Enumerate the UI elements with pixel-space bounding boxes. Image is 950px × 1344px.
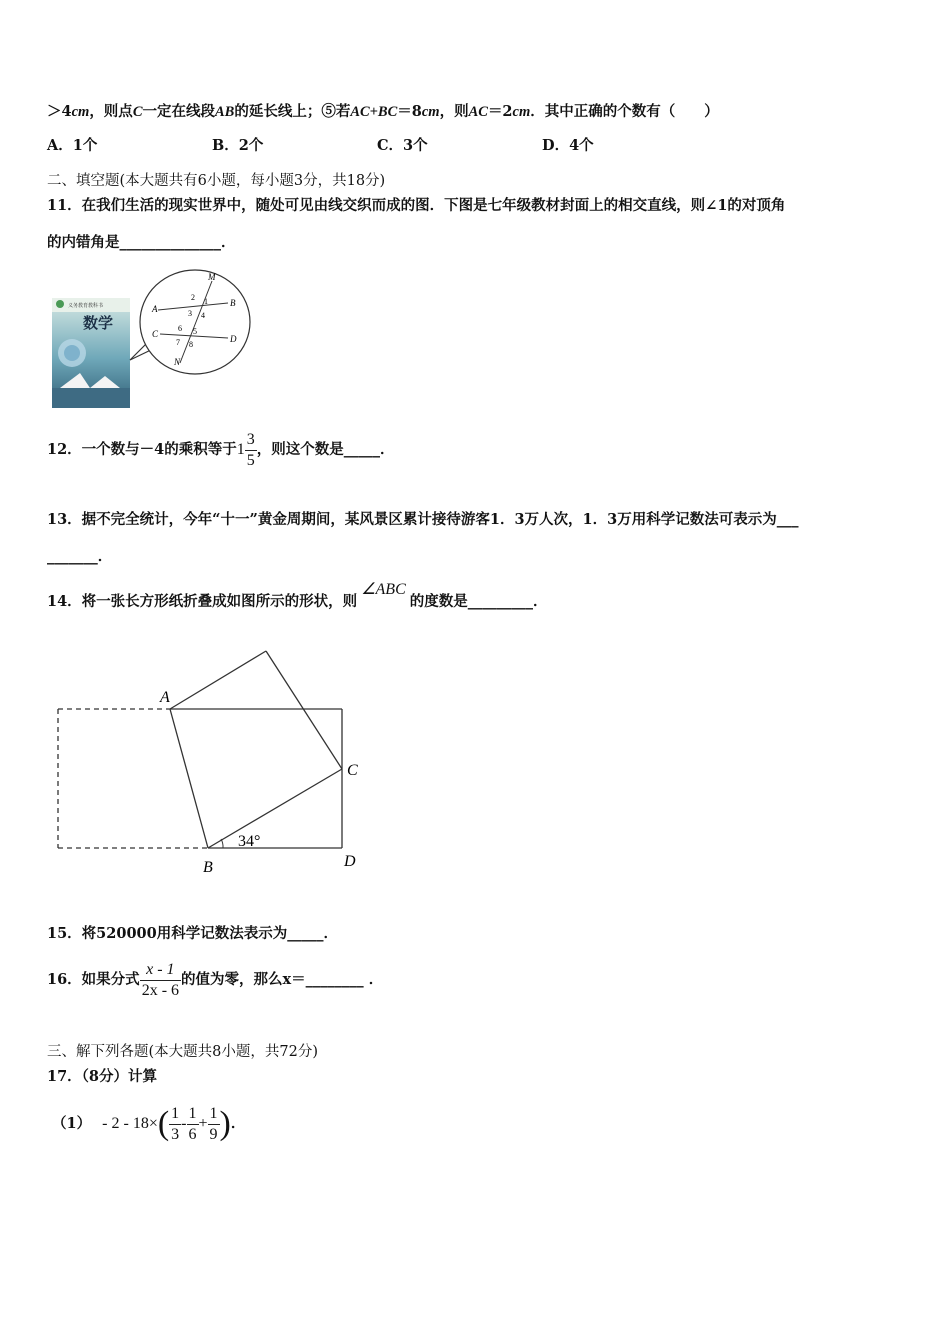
svg-text:D: D (230, 334, 237, 344)
svg-text:C: C (152, 329, 159, 339)
svg-text:B: B (230, 298, 236, 308)
q11-line2: 的内错角是______________． (47, 234, 236, 251)
q13-line2: _______． (47, 548, 113, 565)
svg-text:A: A (152, 304, 158, 314)
q10-tail-line: ＞4cm，则点C一定在线段AB的延长线上；⑤若AC+BC＝8cm，则AC＝2cm．其中正确的个数有（ ） (47, 103, 719, 120)
q17-expression: （1） - 2 - 18×( $\frac{1}{3}$ - $\frac{1}{6}$ + $\frac{1}{9}$ )． (52, 1104, 246, 1143)
fig-label-b: B (203, 859, 213, 876)
q14-line: 14．将一张长方形纸折叠成如图所示的形状，则∠ABC的度数是_________． (47, 581, 548, 610)
textbook-cover (52, 298, 130, 408)
book-publisher: 义务教育教科书 (68, 304, 104, 309)
option-b: B．2个 (212, 137, 264, 154)
option-d: D．4个 (542, 137, 594, 154)
section2-title: 二、填空题(本大题共有6小题，每小题3分，共18分) (47, 173, 386, 189)
fig-label-a: A (160, 689, 170, 706)
q15-line: 15．将520000用科学记数法表示为_____． (47, 925, 338, 942)
option-c: C．3个 (377, 137, 428, 154)
svg-text:5: 5 (193, 327, 197, 336)
svg-text:2: 2 (191, 293, 195, 302)
section3-title: 三、解下列各题(本大题共8小题，共72分) (47, 1044, 318, 1060)
svg-text:7: 7 (176, 338, 180, 347)
q10-options (47, 136, 747, 156)
q14-figure (45, 640, 375, 880)
option-a: A．1个 (47, 137, 98, 154)
q12-line: 12．一个数与－4的乘积等于1 $\frac{3}{5}$ ，则这个数是_____． (47, 430, 395, 469)
fig-label-c: C (347, 762, 358, 779)
svg-text:1: 1 (204, 297, 208, 306)
q13-line1: 13．据不完全统计，今年“十一”黄金周期间，某风景区累计接待游客1．3万人次，1．3万用科学记数法可表示为___ (47, 511, 799, 528)
zoom-circle (140, 270, 250, 374)
q17-title: 17．（8分）计算 (47, 1068, 158, 1085)
svg-text:4: 4 (201, 311, 205, 320)
q11-line1: 11．在我们生活的现实世界中，随处可见由线交织而成的图．下图是七年级教材封面上的相交直线，则∠1的对顶角 (47, 197, 786, 214)
q11-figure (50, 268, 255, 413)
book-title: 数学 (83, 316, 114, 332)
svg-text:M: M (208, 272, 216, 282)
fig-label-d: D (344, 853, 356, 870)
fig-angle-label: 34° (238, 833, 261, 850)
svg-text:6: 6 (178, 324, 182, 333)
svg-text:8: 8 (189, 340, 193, 349)
logo-icon (56, 300, 64, 308)
svg-text:3: 3 (188, 309, 192, 318)
svg-text:N: N (174, 357, 181, 367)
q16-line: 16．如果分式 $\frac{x - 1}{2x - 6}$ 的值为零，那么x＝________ ． (47, 960, 384, 999)
